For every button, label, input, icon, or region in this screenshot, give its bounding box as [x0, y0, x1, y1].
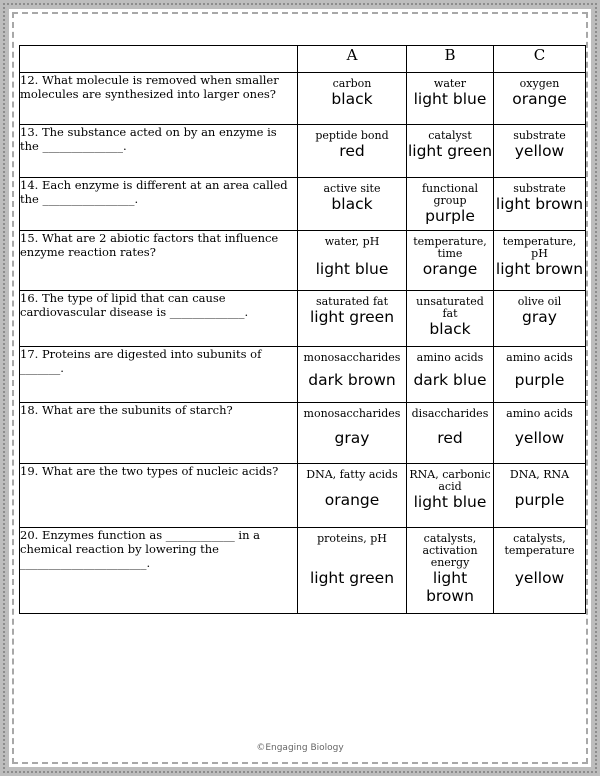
option-color: light blue [315, 260, 389, 278]
question-text: 14. Each enzyme is different at an area called the ________________. [20, 178, 298, 231]
option-color: black [331, 195, 373, 213]
option-color: orange [422, 260, 478, 278]
question-row [20, 464, 586, 528]
option-text: peptide bond [315, 129, 389, 142]
option-cell [407, 178, 494, 231]
question-text: 19. What are the two types of nucleic acids? [20, 464, 298, 528]
option-color: gray [334, 429, 370, 447]
option-color: orange [512, 90, 567, 108]
option-cell [298, 125, 407, 178]
question-row [20, 291, 586, 347]
option-cell [298, 347, 407, 403]
option-color: orange [324, 491, 380, 509]
option-cell [494, 528, 586, 614]
option-text: water [433, 77, 467, 90]
column-header: B [407, 46, 494, 73]
option-text: DNA, RNA [509, 468, 570, 481]
question-text: 16. The type of lipid that can cause cardiovascular disease is _____________. [20, 291, 298, 347]
option-text: catalysts, temperature [504, 532, 575, 557]
option-cell [407, 73, 494, 125]
question-row [20, 347, 586, 403]
option-color: gray [522, 308, 557, 326]
option-cell [407, 347, 494, 403]
option-text: saturated fat [315, 295, 389, 308]
question-text: 13. The substance acted on by an enzyme is the ______________. [20, 125, 298, 178]
question-row [20, 403, 586, 464]
option-text: amino acids [506, 407, 573, 420]
option-cell [494, 347, 586, 403]
option-color: light green [309, 308, 395, 326]
option-cell [494, 403, 586, 464]
option-text: monosaccharides [303, 351, 401, 364]
option-color: purple [514, 491, 565, 509]
option-text: oxygen [519, 77, 560, 90]
question-text: 20. Enzymes function as ____________ in a chemical reaction by lowering the ______________________. [20, 528, 298, 614]
option-cell [407, 231, 494, 291]
option-text: monosaccharides [303, 407, 401, 420]
option-color: light green [309, 569, 395, 587]
option-cell [298, 73, 407, 125]
option-text: water, pH [324, 235, 380, 248]
option-cell [494, 178, 586, 231]
option-cell [494, 125, 586, 178]
option-color: red [437, 429, 463, 447]
question-row [20, 178, 586, 231]
option-text: functional group [421, 182, 479, 207]
column-header: A [298, 46, 407, 73]
option-color: light brown [495, 195, 584, 213]
option-cell [407, 125, 494, 178]
question-row [20, 73, 586, 125]
option-color: yellow [514, 142, 565, 160]
option-color: light green [407, 142, 493, 160]
option-text: amino acids [506, 351, 573, 364]
option-text: catalyst [428, 129, 472, 142]
option-cell [494, 73, 586, 125]
option-text: RNA, carbonic acid [409, 468, 491, 493]
option-color: dark blue [413, 371, 487, 389]
option-cell [407, 291, 494, 347]
option-text: carbon [332, 77, 372, 90]
option-text: olive oil [517, 295, 562, 308]
option-text: unsaturated fat [416, 295, 484, 320]
option-color: black [331, 90, 373, 108]
option-text: disaccharides [411, 407, 489, 420]
option-cell [494, 231, 586, 291]
option-color: dark brown [308, 371, 396, 389]
column-header: C [494, 46, 586, 73]
option-cell [407, 403, 494, 464]
option-cell [407, 464, 494, 528]
option-color: purple [514, 371, 565, 389]
option-color: red [339, 142, 365, 160]
question-row [20, 125, 586, 178]
question-text: 18. What are the subunits of starch? [20, 403, 298, 464]
option-color: purple [425, 207, 475, 225]
option-cell [298, 178, 407, 231]
option-color: yellow [514, 429, 565, 447]
option-color: light brown [426, 569, 474, 605]
option-color: black [429, 320, 471, 338]
question-row [20, 231, 586, 291]
option-text: temperature, pH [502, 235, 577, 260]
option-color: yellow [514, 569, 565, 587]
option-text: amino acids [416, 351, 484, 364]
option-cell [298, 403, 407, 464]
question-text: 15. What are 2 abiotic factors that influence enzyme reaction rates? [20, 231, 298, 291]
option-cell [494, 291, 586, 347]
option-text: catalysts, activation energy [422, 532, 478, 569]
option-text: temperature, time [413, 235, 487, 260]
option-text: DNA, fatty acids [306, 468, 398, 481]
option-text: substrate [513, 129, 566, 142]
option-cell [298, 464, 407, 528]
option-cell [298, 291, 407, 347]
option-cell [494, 464, 586, 528]
option-cell [298, 231, 407, 291]
option-cell [298, 528, 407, 614]
option-text: active site [323, 182, 381, 195]
question-row [20, 528, 586, 614]
header-blank [20, 46, 298, 73]
option-text: substrate [513, 182, 566, 195]
option-text: proteins, pH [317, 532, 387, 545]
answer-table [19, 45, 586, 614]
option-color: light blue [413, 90, 487, 108]
question-text: 17. Proteins are digested into subunits of _______. [20, 347, 298, 403]
option-color: light blue [413, 493, 487, 511]
option-cell [407, 528, 494, 614]
question-text: 12. What molecule is removed when smaller molecules are synthesized into larger ones? [20, 73, 298, 125]
copyright-footer: ©Engaging Biology [256, 743, 344, 753]
option-color: light brown [495, 260, 584, 278]
header-row [20, 46, 586, 73]
